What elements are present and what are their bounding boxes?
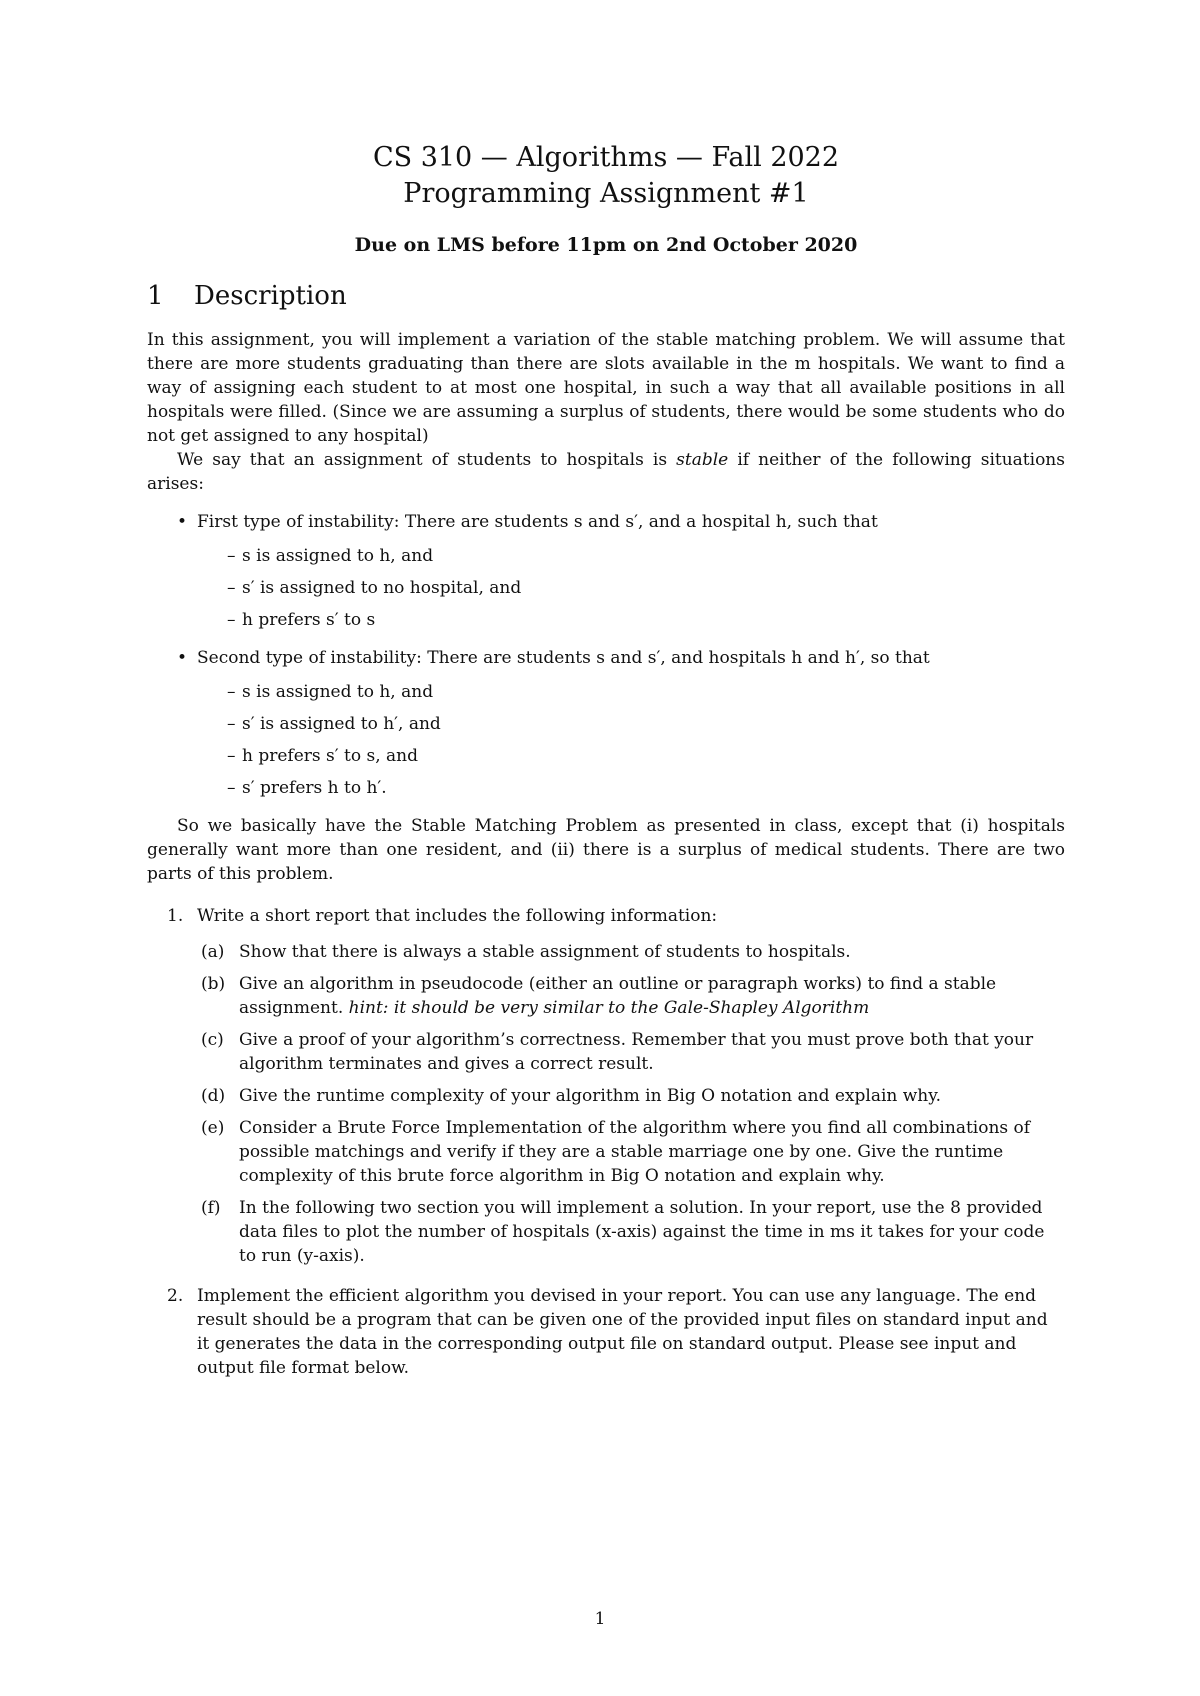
requirement-marker: (d) bbox=[201, 1086, 226, 1106]
requirement-marker: (e) bbox=[201, 1118, 225, 1138]
requirement-marker: (a) bbox=[201, 942, 225, 962]
part-marker: 2. bbox=[167, 1286, 184, 1306]
instability-conditions bbox=[197, 680, 1065, 800]
requirement-text: Give an algorithm in pseudocode (either an outline or paragraph works) to find a stable assignment. bbox=[239, 974, 997, 1018]
section-heading bbox=[147, 281, 1065, 311]
requirement-text: Consider a Brute Force Implementation of the algorithm where you find all combinations of possible matchings and verify if they are a stable marriage one by one. Give the runtime complexity of this brute force algorithm in Big O notation and explain why. bbox=[239, 1118, 1031, 1186]
section-title: Description bbox=[194, 281, 347, 311]
requirement-text: Give a proof of your algorithm’s correctness. Remember that you must prove both that your algorithm terminates and gives a correct result. bbox=[239, 1030, 1034, 1074]
parts-list bbox=[147, 904, 1065, 1380]
intro-paragraph: In this assignment, you will implement a variation of the stable matching problem. We will assume that there are more students graduating than there are slots available in the m hospitals. We want to find a way of assigning each student to at most one hospital, in such a way that all available positions in all hospitals were filled. (Since we are assuming a surplus of students, there would be some students who do not get assigned to any hospital) bbox=[147, 330, 1065, 446]
report-requirements-list bbox=[197, 940, 1065, 1268]
requirement-item bbox=[197, 972, 1065, 1020]
requirement-marker: (f) bbox=[201, 1198, 221, 1218]
part-text: Implement the efficient algorithm you devised in your report. You can use any language. The end result should be a program that can be given one of the provided input files on standard input and it generates the data in the corresponding output file on standard output. Please see input and output file format below. bbox=[197, 1286, 1048, 1378]
document-title-line2: Programming Assignment #1 bbox=[403, 178, 809, 209]
condition-item: – h prefers s′ to s, and bbox=[197, 744, 1065, 768]
condition-item: – s′ prefers h to h′. bbox=[197, 776, 1065, 800]
document-title-line1: CS 310 — Algorithms — Fall 2022 bbox=[372, 142, 840, 173]
requirement-text: In the following two section you will implement a solution. In your report, use the 8 provided data files to plot the number of hospitals (x-axis) against the time in ms it takes for your code to run (y-axis). bbox=[239, 1198, 1045, 1266]
document-page bbox=[147, 140, 1065, 1396]
section-number: 1 bbox=[147, 281, 164, 311]
requirement-text: Give the runtime complexity of your algorithm in Big O notation and explain why. bbox=[239, 1086, 941, 1106]
instability-label: First type of instability: There are students s and s′, and a hospital h, such that bbox=[197, 512, 878, 532]
condition-item: – s′ is assigned to h′, and bbox=[197, 712, 1065, 736]
requirement-hint: hint: it should be very similar to the Gale-Shapley Algorithm bbox=[348, 998, 870, 1018]
condition-item: – s is assigned to h, and bbox=[197, 544, 1065, 568]
part-text: Write a short report that includes the following information: bbox=[197, 906, 718, 926]
requirement-item bbox=[197, 1116, 1065, 1188]
condition-item: – h prefers s′ to s bbox=[197, 608, 1065, 632]
condition-item: – s′ is assigned to no hospital, and bbox=[197, 576, 1065, 600]
requirement-marker: (b) bbox=[201, 974, 226, 994]
stability-paragraph bbox=[147, 448, 1065, 496]
instability-item bbox=[147, 646, 1065, 800]
instability-label: Second type of instability: There are students s and s′, and hospitals h and h′, so that bbox=[197, 648, 930, 668]
requirement-item bbox=[197, 1196, 1065, 1268]
instability-list bbox=[147, 510, 1065, 800]
stability-text-b: if neither of the following situations arises: bbox=[147, 450, 1065, 494]
part-marker: 1. bbox=[167, 906, 184, 926]
requirement-item bbox=[197, 1084, 1065, 1108]
stability-text-a: We say that an assignment of students to hospitals is bbox=[177, 450, 677, 470]
part-item bbox=[147, 1284, 1065, 1380]
page-number: 1 bbox=[594, 1609, 606, 1629]
instability-item bbox=[147, 510, 1065, 632]
stable-term: stable bbox=[676, 450, 729, 470]
condition-item: – s is assigned to h, and bbox=[197, 680, 1065, 704]
part-item bbox=[147, 904, 1065, 1268]
requirement-item bbox=[197, 1028, 1065, 1076]
instability-conditions bbox=[197, 544, 1065, 632]
due-date: Due on LMS before 11pm on 2nd October 2020 bbox=[354, 234, 858, 256]
requirement-text: Show that there is always a stable assignment of students to hospitals. bbox=[239, 942, 851, 962]
requirement-marker: (c) bbox=[201, 1030, 224, 1050]
summary-paragraph: So we basically have the Stable Matching Problem as presented in class, except that (i) hospitals generally want more than one resident, and (ii) there is a surplus of medical students. There are two parts of this problem. bbox=[147, 816, 1065, 884]
requirement-item bbox=[197, 940, 1065, 964]
